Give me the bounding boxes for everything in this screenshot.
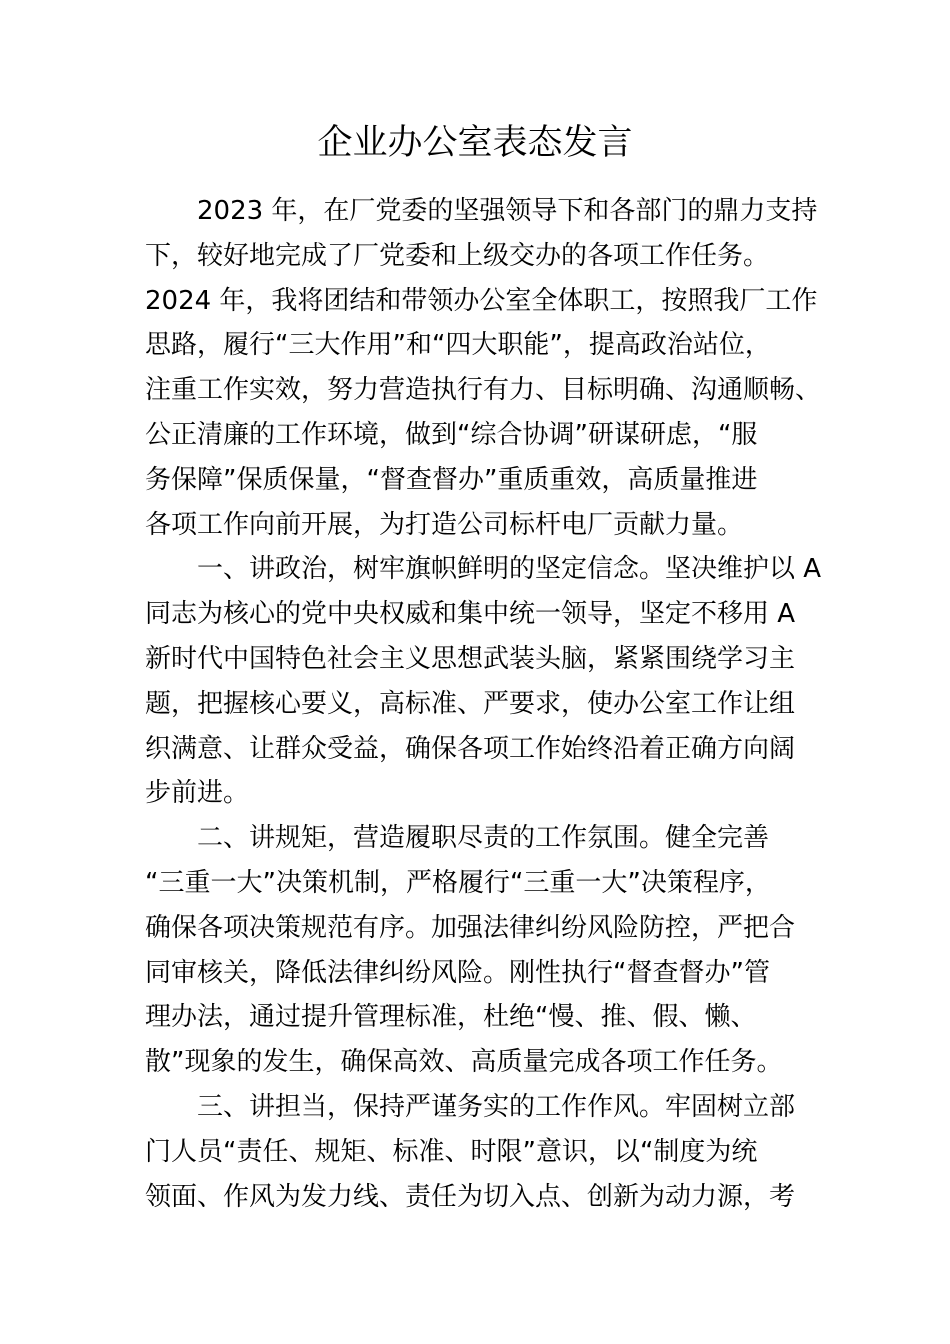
text-line: 领面、作风为发力线、责任为切入点、创新为动力源，考 xyxy=(145,1181,796,1212)
text-line: 题，把握核心要义，高标准、严要求，使办公室工作让组 xyxy=(145,688,796,719)
text-line: 同审核关，降低法律纠纷风险。刚性执行“督查督办”管 xyxy=(145,957,770,988)
text-line: 2023 年，在厂党委的坚强领导下和各部门的鼎力支持 xyxy=(197,196,818,226)
text-line: 三、讲担当，保持严谨务实的工作作风。牢固树立部 xyxy=(197,1091,796,1122)
text-line: 下，较好地完成了厂党委和上级交办的各项工作任务。 xyxy=(145,240,770,271)
text-line: 织满意、让群众受益，确保各项工作始终沿着正确方向阔 xyxy=(145,733,796,764)
text-line: 同志为核心的党中央权威和集中统一领导，坚定不移用 A xyxy=(145,599,796,630)
text-line: 公正清廉的工作环境，做到“综合协调”研谋研虑，“服 xyxy=(145,419,758,450)
document-title: 企业办公室表态发言 xyxy=(317,123,633,163)
text-line: 二、讲规矩，营造履职尽责的工作氛围。健全完善 xyxy=(197,823,770,854)
text-line: 思路，履行“三大作用”和“四大职能”，提高政治站位， xyxy=(145,330,771,361)
text-line: 步前进。 xyxy=(145,778,250,809)
text-line: 2024 年，我将团结和带领办公室全体职工，按照我厂工作 xyxy=(145,285,818,316)
text-line: 散”现象的发生，确保高效、高质量完成各项工作任务。 xyxy=(145,1047,783,1078)
text-line: 新时代中国特色社会主义思想武装头脑，紧紧围绕学习主 xyxy=(145,643,796,674)
text-line: 确保各项决策规范有序。加强法律纠纷风险防控，严把合 xyxy=(145,912,796,943)
document-body xyxy=(145,189,822,1219)
text-line: 各项工作向前开展，为打造公司标杆电厂贡献力量。 xyxy=(145,509,744,540)
text-line: 门人员“责任、规矩、标准、时限”意识，以“制度为统 xyxy=(145,1136,758,1167)
text-line: 注重工作实效，努力营造执行有力、目标明确、沟通顺畅、 xyxy=(145,375,822,406)
text-line: 一、讲政治，树牢旗帜鲜明的坚定信念。坚决维护以 A xyxy=(197,554,822,585)
text-line: 理办法，通过提升管理标准，杜绝“慢、推、假、懒、 xyxy=(145,1002,757,1033)
text-line: 务保障”保质保量，“督查督办”重质重效，高质量推进 xyxy=(145,464,758,495)
text-line: “三重一大”决策机制，严格履行“三重一大”决策程序， xyxy=(145,867,771,898)
